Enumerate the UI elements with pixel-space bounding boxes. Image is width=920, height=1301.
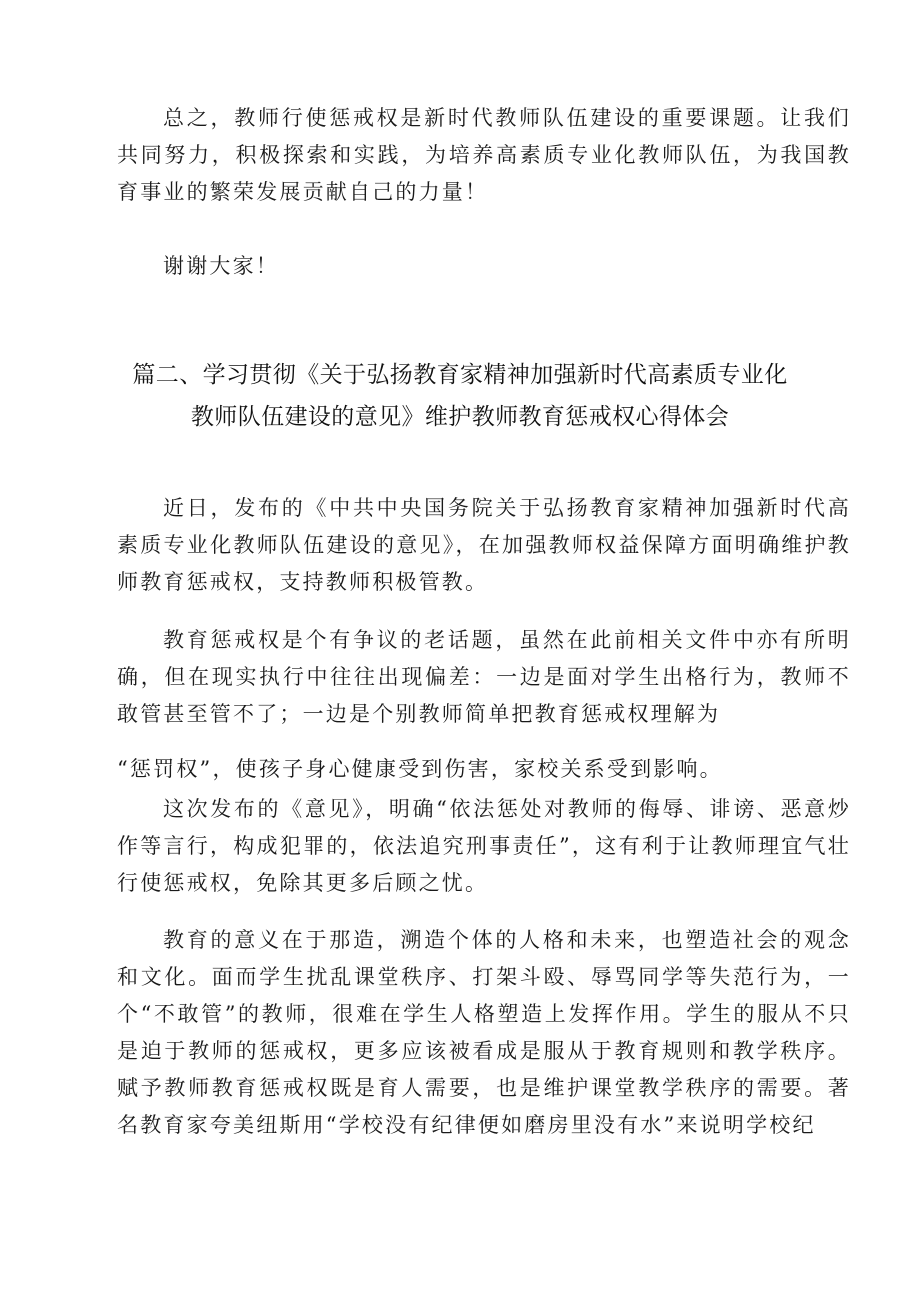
body-paragraph-3: 这次发布的《意见》，明确“依法惩处对教师的侮辱、诽谤、恶意炒作等言行，构成犯罪的，依法追究刑事责任”，这有利于让教师理宜气壮行使惩戒权，免除其更多后顾之忧。 <box>117 797 851 895</box>
closing-paragraph: 总之，教师行使惩戒权是新时代教师队伍建设的重要课题。让我们共同努力，积极探索和实践，为培养高素质专业化教师队伍，为我国教育事业的繁荣发展贡献自己的力量！ <box>117 106 851 204</box>
section-title-line-1: 篇二、学习贯彻《关于弘扬教育家精神加强新时代高素质专业化 <box>132 362 788 388</box>
body-paragraph-1: 近日，发布的《中共中央国务院关于弘扬教育家精神加强新时代高素质专业化教师队伍建设的意见》，在加强教师权益保障方面明确维护教师教育惩戒权，支持教师积极管教。 <box>117 496 851 594</box>
body-paragraph-4: 教育的意义在于那造，溯造个体的人格和未来，也塑造社会的观念和文化。面而学生扰乱课堂秩序、打架斗殴、辱骂同学等失范行为，一个“不敢管”的教师，很难在学生人格塑造上发挥作用。学生的服从不只是迫于教师的惩戒权，更多应该被看成是服从于教育规则和教学秩序。赋予教师教育惩戒权既是育人需要，也是维护课堂教学秩序的需要。著名教育家夸美纽斯用“学校没有纪律便如磨房里没有水”来说明学校纪 <box>117 928 851 1137</box>
section-title-line-2: 教师队伍建设的意见》维护教师教育惩戒权心得体会 <box>190 404 730 430</box>
body-paragraph-2: 教育惩戒权是个有争议的老话题，虽然在此前相关文件中亦有所明确，但在现实执行中往往出现偏差：一边是面对学生出格行为，教师不敢管甚至管不了；一边是个别教师简单把教育惩戒权理解为 <box>117 628 851 726</box>
thanks-line: 谢谢大家！ <box>163 254 279 278</box>
body-paragraph-2-continued: “惩罚权”，使孩子身心健康受到伤害，家校关系受到影响。 <box>117 757 723 781</box>
